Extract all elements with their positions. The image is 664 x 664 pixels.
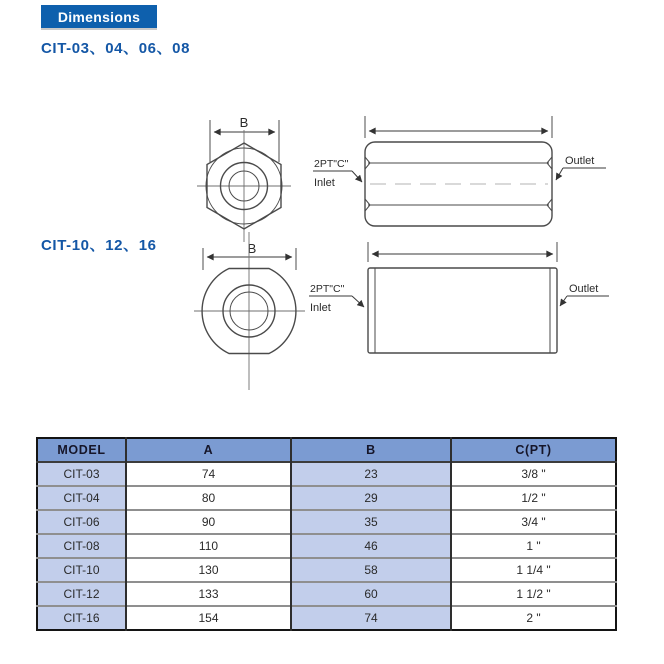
cell-model: CIT-16 [37,606,126,630]
cell-c: 2 " [451,606,616,630]
hex-end-view-drawing [197,115,291,242]
cell-c: 1/2 " [451,486,616,510]
cell-b: 46 [291,534,451,558]
cell-c: 3/4 " [451,510,616,534]
round-end-view-drawing [194,232,305,390]
inlet-label-1: Inlet [314,177,335,189]
section-heading-cit-10-16: CIT-10、12、16 [41,237,157,254]
cell-a: 74 [126,462,291,486]
cell-a: 80 [126,486,291,510]
port-label-2: 2PT"C" [310,283,345,295]
hex-side-view-drawing [313,116,606,226]
col-header-c-pt: C(PT) [451,438,616,462]
cell-b: 60 [291,582,451,606]
table-row [37,462,616,486]
cell-model: CIT-04 [37,486,126,510]
cylinder-side-view-drawing [309,242,609,353]
outlet-label-1: Outlet [565,155,595,167]
table-row [37,510,616,534]
table-row [37,534,616,558]
outlet-label-2: Outlet [569,283,599,295]
cell-c: 3/8 " [451,462,616,486]
cell-c: 1 1/4 " [451,558,616,582]
spec-table [36,437,617,631]
cell-b: 74 [291,606,451,630]
cell-model: CIT-06 [37,510,126,534]
cell-c: 1 1/2 " [451,582,616,606]
cell-a: 154 [126,606,291,630]
cell-a: 130 [126,558,291,582]
dim-label-b2: B [247,241,257,256]
cell-c: 1 " [451,534,616,558]
dimension-drawings [0,95,664,415]
port-label-1: 2PT"C" [314,158,349,170]
table-row [37,486,616,510]
table-row [37,582,616,606]
table-header-row [37,438,616,462]
cell-a: 90 [126,510,291,534]
inlet-label-2: Inlet [310,302,331,314]
cell-a: 110 [126,534,291,558]
cell-b: 58 [291,558,451,582]
col-header-model: MODEL [37,438,126,462]
cell-b: 23 [291,462,451,486]
col-header-a: A [126,438,291,462]
table-row [37,558,616,582]
dim-label-b1: B [239,115,249,130]
table-row [37,606,616,630]
cell-a: 133 [126,582,291,606]
cell-b: 35 [291,510,451,534]
col-header-b: B [291,438,451,462]
cell-model: CIT-10 [37,558,126,582]
section-heading-cit-03-08: CIT-03、04、06、08 [41,40,191,57]
cell-model: CIT-12 [37,582,126,606]
dimensions-badge: Dimensions [41,5,157,28]
cell-b: 29 [291,486,451,510]
cell-model: CIT-08 [37,534,126,558]
cell-model: CIT-03 [37,462,126,486]
